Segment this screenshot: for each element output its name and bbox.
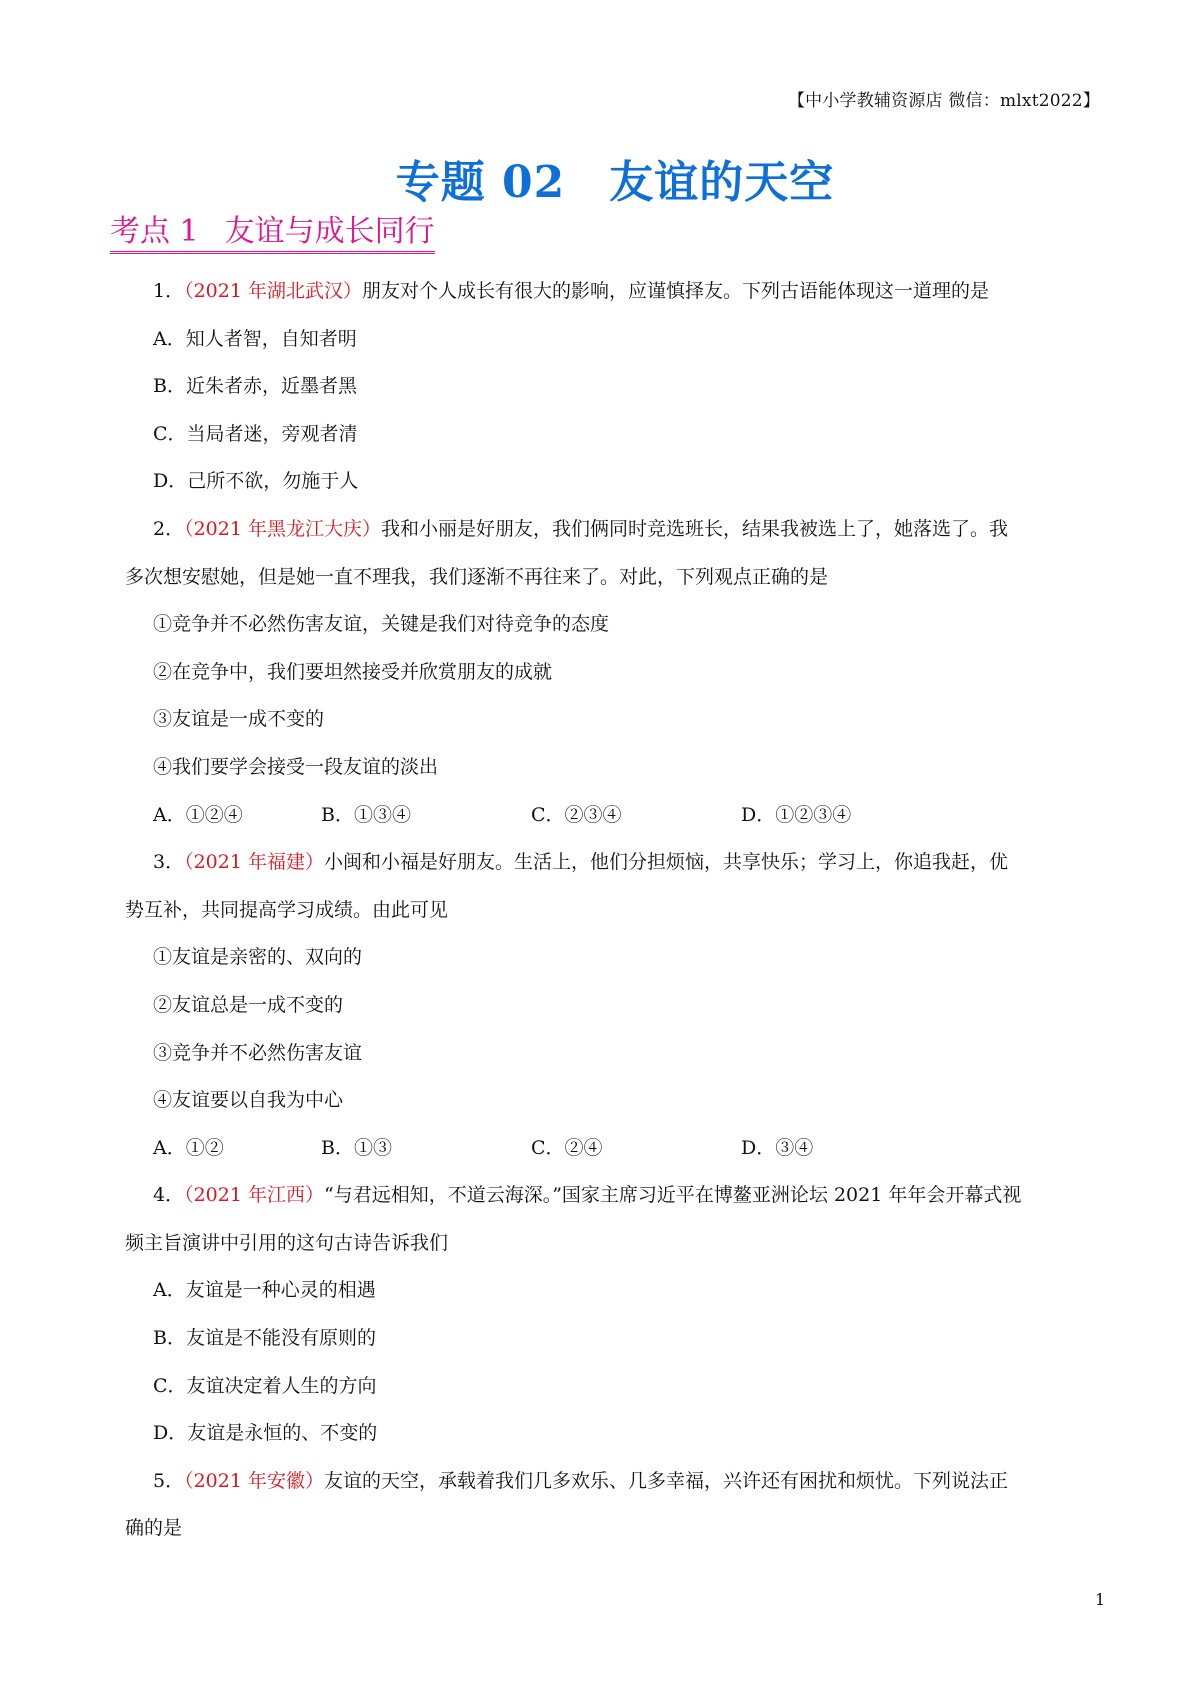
question-3-statement-4: ④友谊要以自我为中心 bbox=[153, 1089, 344, 1112]
question-4-option-a: A．友谊是一种心灵的相遇 bbox=[153, 1279, 376, 1302]
page-title bbox=[0, 146, 1200, 210]
title-topic-number: 专题 02 bbox=[395, 157, 566, 208]
question-1-stem bbox=[125, 268, 1100, 316]
choice-a: A．①② bbox=[153, 1136, 224, 1159]
question-number: 3． bbox=[153, 851, 185, 874]
question-number: 2． bbox=[153, 517, 185, 540]
question-2-stem-continued: 多次想安慰她，但是她一直不理我，我们逐渐不再往来了。对此，下列观点正确的是 bbox=[125, 565, 829, 588]
question-4-option-c: C．友谊决定着人生的方向 bbox=[153, 1374, 377, 1397]
question-5-stem-continued: 确的是 bbox=[125, 1517, 183, 1540]
question-list bbox=[125, 268, 1100, 1553]
question-2-stem bbox=[125, 506, 1100, 554]
question-number: 5． bbox=[153, 1469, 185, 1492]
choice-d: D．①②③④ bbox=[741, 803, 852, 826]
question-4-option-d: D．友谊是永恒的、不变的 bbox=[153, 1422, 378, 1445]
question-source: （2021 年安徽） bbox=[184, 1469, 324, 1492]
question-1-option-c: C．当局者迷，旁观者清 bbox=[153, 422, 358, 445]
question-2-statement-1: ①竞争并不必然伤害友谊，关键是我们对待竞争的态度 bbox=[153, 613, 610, 636]
question-3-choices bbox=[125, 1125, 1100, 1173]
section-name: 友谊与成长同行 bbox=[224, 214, 435, 249]
choice-b: B．①③④ bbox=[321, 803, 411, 826]
question-1-option-b: B．近朱者赤，近墨者黑 bbox=[153, 375, 357, 398]
question-4-stem bbox=[125, 1172, 1100, 1220]
choice-b: B．①③ bbox=[321, 1136, 392, 1159]
title-topic-name: 友谊的天空 bbox=[609, 157, 835, 208]
question-3-statement-2: ②友谊总是一成不变的 bbox=[153, 993, 344, 1016]
question-text: 朋友对个人成长有很大的影响，应谨慎择友。下列古语能体现这一道理的是 bbox=[362, 280, 990, 302]
question-3-statement-1: ①友谊是亲密的、双向的 bbox=[153, 946, 363, 969]
question-text: “与君远相知，不道云海深。”国家主席习近平在博鳌亚洲论坛 2021 年年会开幕式视 bbox=[324, 1184, 1022, 1207]
question-text: 友谊的天空，承载着我们几多欢乐、几多幸福，兴许还有困扰和烦忧。下列说法正 bbox=[324, 1469, 1009, 1492]
question-3-statement-3: ③竞争并不必然伤害友谊 bbox=[153, 1041, 363, 1064]
question-3-stem-continued: 势互补，共同提高学习成绩。由此可见 bbox=[125, 898, 449, 921]
question-5-stem bbox=[125, 1458, 1100, 1506]
question-source: （2021 年湖北武汉） bbox=[184, 280, 362, 302]
question-1-option-d: D．己所不欲，勿施于人 bbox=[153, 470, 359, 493]
section-heading bbox=[110, 215, 435, 254]
question-number: 4． bbox=[153, 1184, 185, 1207]
question-2-statement-4: ④我们要学会接受一段友谊的淡出 bbox=[153, 755, 439, 778]
question-source: （2021 年江西） bbox=[184, 1184, 324, 1207]
page-number: 1 bbox=[1095, 1590, 1106, 1609]
question-1-option-a: A．知人者智，自知者明 bbox=[153, 327, 357, 350]
header-note: 【中小学教辅资源店 微信：mlxt2022】 bbox=[787, 91, 1100, 111]
choice-a: A．①②④ bbox=[153, 803, 243, 826]
question-4-option-b: B．友谊是不能没有原则的 bbox=[153, 1327, 376, 1350]
question-2-choices bbox=[125, 792, 1100, 840]
choice-c: C．②③④ bbox=[531, 803, 622, 826]
question-text: 小闽和小福是好朋友。生活上，他们分担烦恼，共享快乐；学习上，你追我赶，优 bbox=[324, 851, 1009, 874]
choice-d: D．③④ bbox=[741, 1136, 814, 1159]
question-source: （2021 年黑龙江大庆） bbox=[184, 517, 381, 540]
question-source: （2021 年福建） bbox=[184, 851, 324, 874]
section-label: 考点 1 bbox=[110, 214, 199, 249]
question-3-stem bbox=[125, 839, 1100, 887]
question-2-statement-2: ②在竞争中，我们要坦然接受并欣赏朋友的成就 bbox=[153, 660, 553, 683]
question-4-stem-continued: 频主旨演讲中引用的这句古诗告诉我们 bbox=[125, 1231, 449, 1254]
question-number: 1． bbox=[153, 280, 185, 302]
choice-c: C．②④ bbox=[531, 1136, 603, 1159]
question-2-statement-3: ③友谊是一成不变的 bbox=[153, 708, 325, 731]
question-text: 我和小丽是好朋友，我们俩同时竞选班长，结果我被选上了，她落选了。我 bbox=[381, 517, 1009, 540]
